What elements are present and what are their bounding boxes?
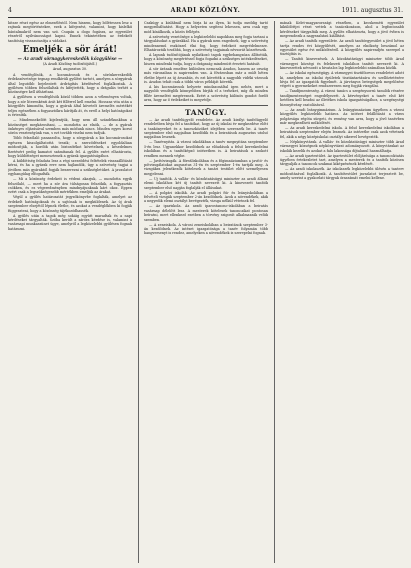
article-paragraph: Végül a gyűlés határozatát jegyzőkönyvbe foglalták, amelyet az érdekelt hatóságoknak és a sajtónak is megküldenek. Az új árak szeptember elsejétől lépnek életbe, és azokat a vendéglőkben ki fogják függeszteni, hogy a közönség tájékozódhassék. [8,195,132,213]
article-paragraph: — Mi a közönség érdekeit is védeni akarjuk, — mondotta egyik felszólaló, — mert ha a sör ára túlságosan felszökik, a fogyasztás csökken, és ez végeredményben mindnyájunknak kárt okoz. Éppen ezért csak a legszükségesebb mértékben emeljük az árakat. [8,177,132,195]
news-item: — Uj tanítók. A vallás- és közoktatásügyi miniszter az aradi állami elemi iskolához két új tanítót nevezett ki. A kinevezett tanítók szeptember első napján foglalják el állásukat. [144,176,268,190]
article-dateline: Arad, augusztus 30. [52,67,88,72]
article-headline: Emeljék a sör árát! [22,45,118,56]
column-divider [138,21,139,563]
news-item: — Az aradi tanítók egyesülete. Az aradi tanítóegyesület a jövő héten tartja rendes évi közgyűlését, amelyen az elnökség beszámol az egyesület egész évi működéséről. A közgyűlés napirendjén szerepel a tisztújítás is. [280,39,404,57]
column-2 [144,21,268,563]
news-item: — Tandíjmentesség. A városi tanács a szegénysorsú tanulók részére tandíjmentességet engedélyezett. A kérvényeket a tanév első két hetében kell beadni az illetékes iskola igazgatóságához, a szegénységi bizonyítvány csatolásával. [280,89,404,107]
news-item: mának Kelet-magyarországi részében, a kecskeméti egyesület kiküldöttjei részt vettek a tanácskozáson, ahol a legfontosabb kérdéseket tárgyalták meg. A gyűlés elhatározta, hogy a jövő évben is megrendezik a nagyszabású kiállítást. [280,21,404,39]
article-paragraph: A gyűlés után a tagok még sokáig együtt maradtak és a napi kérdéseket tárgyalták. Szóba került a záróra kérdése is, valamint a vasárnapi munkaszünet ügye, amelyről a legközelebbi gyűlésen fognak határozni. [8,213,132,231]
news-item: — A zeneiskola. A városi zeneiskolában a beiratások szeptember 3-án kezdődnek. Az intézet igazgatósága a tanév folyamán több hangversenyt is rendez, amelyeken a növendékek is szerepelni fognak. [144,222,268,236]
news-item: — A polgári iskolák. Az aradi polgári fiú- és leányiskolában a felvételi vizsgák szeptember 2-án kezdődnek. Azok a növendékek, akik a negyedik elemi osztályt bevégezték, vizsga nélkül vétetnek fel. [144,190,268,204]
news-item: — Javítóvizsgák. A főreáliskolában és a főgimnáziumban a javító- és pótvizsgálatokat augusztus 31-én és szeptember 1-én tartják meg. A vizsgákra jelentkezők kötelesek a tanári testület előtt személyesen megjelenni. [144,158,268,176]
article-byline: (A Aradi Közlöny tudósítójától.) [43,62,97,67]
article-subheadline: — Az aradi sörnagykereskedők közgyűlése — [17,56,123,62]
article-lead: Csakúgy a kislábnál nem birja ki az ilyen, ki tudja meddig tartó megpróbáltatást. Hogy a helyzeten segíteni lehessen, arra csak egy mód kínálkozik, a közös fellépés. [144,21,268,34]
article-paragraph: A vendéglősök, a kocsmárosok és a söröskereskedők érdekszövetsége tegnap rendkívüli gyűlést tartott, amelyen a sörgyárak által legutóbb bejelentett árdrágítás kérdésével foglalkoztak. A gyűlésen többen felszólaltak és kifejtették, hogy a drágulás terhét a közönségre kell áthárítani. [8,72,132,95]
column-3 [280,21,404,563]
section-heading-tanugy: TANÜGY. [185,107,227,117]
article-paragraph: A kis kocsmárosok helyzete mindazonáltal igen nehéz, mert a nagyobb vendéglők könnyebben bírják el a terheket, míg ők minden fillér áremelést megéreznek. Ezért a szövetség különös gondot fordít arra, hogy az ő érdekeiket is megvédje. [144,85,268,103]
news-item: — Az ipariskola. Az aradi iparostanonc-iskolában a beiratás vasárnap délelőtt lesz. A mesterek kötelesek tanoncaikat pontosan beíratni, mert ellenkező esetben a törvény szigorát alkalmazzák velük szemben. [144,204,268,222]
article-paragraph: A sör árának emelése különben nemcsak Aradon, hanem az ország más városaiban is napirenden van. A fővárosban már a múlt héten életbe lépett az új árszabás, és ezt követték a nagyobb vidéki városok is. Aradon tehát csak a többi város példáját követik. [144,66,268,85]
article-paragraph: A küldöttség feladata lesz a régi szerződési feltételek visszaállítását kérni, és ha a gyárak erre nem hajlandók, úgy a szövetség tagjai a jövőben más gyáraktól fogják beszerezni a szükségletüket. A javaslatot egyhangúlag elfogadták. [8,158,132,177]
article-paragraph: Több felszólaló panaszolta, hogy a sörgyárak a kis kocsmárosokat egészen kiszolgáltatottá teszik; a szerződéseket egyoldalúan módosítják, a hordók után biztosítékot követelnek, a késedelmes fizetésért pedig kamatot számítanak fel. A gyűlés ezért elhatározta, hogy küldöttséget menesztenek a gyárak igazgatóságához. [8,136,132,158]
news-item: — Az aradi ipartestület. Az ipartestület elöljárósága a tanoncoktatás ügyében értekezletet tart, amelyen a mesterek és a tanítók közösen tárgyalják a tanoncok szakmai kiképzésének kérdését. [280,153,404,167]
article-paragraph: A lapunk tudósítójának nyilatkozó tagok egybehangzóan állították, hogy a közönség megértéssel fogja fogadni a szükséges intézkedéseket, hiszen mindenki tudja, hogy a drágaság mindenütt érezteti hatását. [144,53,268,66]
page-header [8,5,403,18]
news-item: — Az aradi kereskedelmi iskola. A felső kereskedelmi iskolában a beiratások szeptember elején lesznek. Az intézetbe csak azok vétetnek fel, akik a négy középiskolai osztályt sikerrel bevégezték. [280,125,404,139]
article-lead: hitsze részt egész az elmeséléstől. Nem hiszem, hogy bőlétessen lesz a rajtunk megtörténtekre, ezek a kifejezést, valamint, hogy kislelkű bántalmakról nem van szó. Csupán a dogo fogásra, az egyesület részéről nyilvánosságot kapni. Ennek tekintetében az érdekelt tanítóság visszautasítja a vádakat. [8,21,132,43]
page-number: 4 [8,7,12,14]
newspaper-title: ARADI KÖZLÖNY. [170,7,241,14]
column-divider [274,21,275,563]
issue-date: 1911. augusztus 31. [341,7,403,14]
section-divider [144,105,268,106]
news-item: — Az aradi leánygimnázium. A leánygimnázium ügyében a városi közgyűlés legközelebb határoz. Az intézet felállítását a város polgársága régóta sürgeti, és remény van arra, hogy a jövő tanévben már megkezdheti működését. [280,107,404,125]
news-item: — Az iskolai egészségügy. A vármegyei tisztifőorvos rendeletet adott ki, amelyben az iskolai épületek tisztántartására és szellőztetésére hívja fel az igazgatók figyelmét. A járványos betegségek megelőzése végett a gyermekeket rendszeresen meg fogják vizsgálni. [280,71,404,89]
news-item: — Tanítói kinevezések. A közoktatásügyi miniszter több Arad vármegyei községi és felekezeti iskolához tanítót nevezett ki. A kinevezettek névsorát a hivatalos lap legközelebbi számában közlik. [280,57,404,71]
article-paragraph: A gyűlésen a vendéglősök közül többen azon a véleményen voltak, hogy a sör literenkénti árát két fillérrel kell emelni. Hosszas vita után a közgyűlés kimondta, hogy a gyárak által követelt áremelés mértékét teljes egészében a fogyasztókra hárítják át, és erről a helyi hatóságokat is értesítik. [8,95,132,118]
column-1 [8,21,132,563]
news-item: — Népkönyvtárak. A vallás- és közoktatásügyi miniszter több Arad vármegyei községnek népkönyvtárat adományozott. A könyvtárakat az iskolák kezelik és azokat a falu lakossága díjtalanul használhatja. [280,139,404,153]
news-item: — Az aradi iskolaszék. Az iskolaszék legközelebbi ülésén a tanterv módosításával foglalkozik. A tanítótestület javaslatot terjesztett be, amely szerint a gyakorlati tárgyak óraszámát emelni kellene. [280,167,404,181]
article-paragraph: — Mindennekelőtt kijelentjük, hogy nem áll szándékunkban a közönséget megkárosítani, — mondotta az elnök, — de a gyárak önkényes eljárásával szemben más módunk nincs. Minden egyes korsó sörön veszteségünk van, s ezt tovább viselni nem tudjuk. [8,118,132,136]
news-item: — Az aradi tanfelügyelő rendelete. Az aradi királyi tanfelügyelő rendeletben hívja fel a tanítókat, hogy az új iskolai év megkezdése előtt a tankönyveket és a taneszközöket idejében szerezzék be. A tanév szeptember első napjaiban kezdődik és a beiratások augusztus utolsó napjaiban lesznek. [144,117,268,140]
article-paragraph: A szövetség vezetősége a legközelebbi napokban meg fogja tartani a tárgyalásokat a gyárakkal. Ha a gyárak nem engednek, úgy a szövetség mindennemű eszközzel élni fog, hogy érdekeit megvédelmezze. Elhatározták továbbá, hogy a szövetség tagjainak névsorát közzéteszik. [144,34,268,53]
news-item: — Tanévnyitás. A városi iskolákban a tanév megnyitása szeptember 5-én lesz. Ugyanekkor kezdődnek az előadások a felső kereskedelmi iskolában és a tanítóképző intézetben is. A beiratások a szokott rendben mennek végbe. [144,140,268,158]
